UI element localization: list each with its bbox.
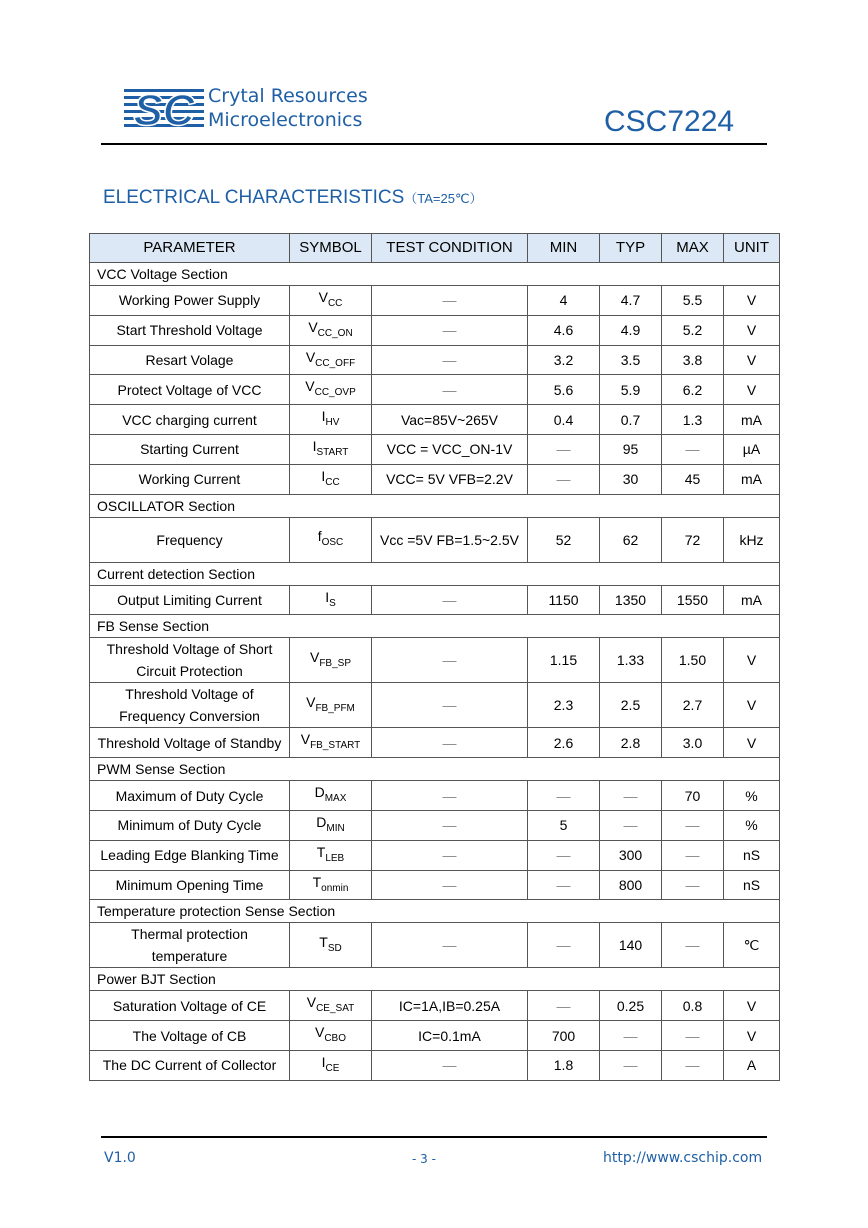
test-condition-cell: — [372,375,528,405]
unit-cell: % [724,810,780,840]
parameter-cell: Working Power Supply [90,286,290,316]
min-cell: 4.6 [528,315,600,345]
symbol-main: I [321,1053,326,1070]
symbol-main: T [319,933,328,950]
part-number: CSC7224 [604,105,735,138]
table-row [90,781,780,811]
min-cell: — [528,464,600,494]
test-condition-cell: — [372,638,528,683]
min-cell: 2.3 [528,683,600,728]
unit-cell: V [724,728,780,758]
symbol-main: V [309,648,320,665]
symbol-cell [290,810,372,840]
parameter-cell: Threshold Voltage of Standby [90,728,290,758]
table-row [90,405,780,435]
unit-cell: % [724,781,780,811]
symbol-cell [290,991,372,1021]
max-cell: 72 [662,517,724,562]
typ-cell: 0.25 [600,991,662,1021]
section-row [90,615,780,638]
symbol-main: D [316,813,327,830]
symbol-subscript: FB_START [310,740,361,752]
parameter-cell: Minimum of Duty Cycle [90,810,290,840]
parameter-cell: Start Threshold Voltage [90,315,290,345]
symbol-subscript: CE_SAT [316,1003,355,1015]
table-row [90,810,780,840]
section-row [90,494,780,517]
test-condition-cell: — [372,840,528,870]
company-line-2: Microelectronics [208,109,363,131]
min-cell: 52 [528,517,600,562]
section-label: VCC Voltage Section [90,263,780,286]
typ-cell: 4.7 [600,286,662,316]
symbol-subscript: OSC [321,536,344,548]
symbol-subscript: CC_ON [317,327,353,339]
table-row [90,345,780,375]
unit-cell: ℃ [724,923,780,968]
max-cell: — [662,840,724,870]
column-header: PARAMETER [90,234,290,263]
unit-cell: V [724,345,780,375]
parameter-cell: Resart Volage [90,345,290,375]
section-label: PWM Sense Section [90,758,780,781]
section-label: Temperature protection Sense Section [90,900,780,923]
symbol-subscript: FB_SP [319,657,352,669]
test-condition-cell: — [372,345,528,375]
parameter-cell: Starting Current [90,434,290,464]
symbol-subscript: HV [325,416,340,428]
symbol-cell [290,870,372,900]
min-cell: 2.6 [528,728,600,758]
symbol-subscript: MIN [326,822,345,834]
symbol-subscript: SD [327,942,342,954]
unit-cell: mA [724,464,780,494]
max-cell: — [662,1050,724,1080]
min-cell: 5.6 [528,375,600,405]
unit-cell: V [724,638,780,683]
table-row [90,683,780,728]
section-row [90,562,780,585]
test-condition-cell: Vcc =5V FB=1.5~2.5V [372,517,528,562]
max-cell: 1550 [662,585,724,615]
table-row [90,991,780,1021]
symbol-subscript: CC_OVP [314,387,356,399]
symbol-cell [290,434,372,464]
typ-cell: — [600,781,662,811]
typ-cell: 30 [600,464,662,494]
symbol-main: V [314,1024,325,1041]
symbol-subscript: onmin [321,882,349,894]
min-cell: — [528,923,600,968]
max-cell: 0.8 [662,991,724,1021]
parameter-cell: Maximum of Duty Cycle [90,781,290,811]
test-condition-cell: — [372,585,528,615]
typ-cell: — [600,1021,662,1051]
min-cell: — [528,991,600,1021]
parameter-cell: The DC Current of Collector [90,1050,290,1080]
typ-cell: 1350 [600,585,662,615]
min-cell: — [528,434,600,464]
footer-divider [101,1136,767,1138]
section-label: FB Sense Section [90,615,780,638]
test-condition-cell: — [372,923,528,968]
max-cell: 2.7 [662,683,724,728]
parameter-cell: VCC charging current [90,405,290,435]
company-name [208,84,368,132]
column-header: TEST CONDITION [372,234,528,263]
footer-page-number: - 3 - [412,1152,436,1166]
table-header-row [90,234,780,263]
symbol-cell [290,923,372,968]
footer-url[interactable]: http://www.cschip.com [603,1150,763,1166]
symbol-main: I [325,588,330,605]
max-cell: 6.2 [662,375,724,405]
section-row [90,968,780,991]
table-row [90,1050,780,1080]
section-title [103,186,483,211]
typ-cell: 95 [600,434,662,464]
symbol-main: V [318,289,328,305]
column-header: SYMBOL [290,234,372,263]
table-row [90,840,780,870]
test-condition-cell: Vac=85V~265V [372,405,528,435]
min-cell: — [528,870,600,900]
unit-cell: A [724,1050,780,1080]
test-condition-cell: — [372,315,528,345]
symbol-main: T [316,843,326,860]
logo-text: SC [133,86,195,131]
typ-cell: 2.8 [600,728,662,758]
min-cell: 4 [528,286,600,316]
parameter-cell: Saturation Voltage of CE [90,991,290,1021]
max-cell: 5.5 [662,286,724,316]
test-condition-cell: IC=0.1mA [372,1021,528,1051]
company-logo [124,85,204,136]
symbol-cell [290,1050,372,1080]
symbol-main: V [306,693,316,710]
company-line-1: Crytal Resources [208,85,368,107]
symbol-main: T [312,873,322,890]
parameter-cell: Threshold Voltage of Short Circuit Protection [90,638,290,683]
symbol-main: D [314,784,325,801]
unit-cell: V [724,286,780,316]
max-cell: 3.8 [662,345,724,375]
symbol-main: V [306,994,317,1011]
unit-cell: V [724,1021,780,1051]
symbol-subscript: S [329,597,336,609]
parameter-cell: Leading Edge Blanking Time [90,840,290,870]
unit-cell: V [724,683,780,728]
table-body [90,263,780,1081]
typ-cell: 4.9 [600,315,662,345]
symbol-main: V [305,348,316,365]
section-label: Current detection Section [90,562,780,585]
unit-cell: kHz [724,517,780,562]
table-row [90,517,780,562]
column-header: TYP [600,234,662,263]
min-cell: 1150 [528,585,600,615]
parameter-cell: Output Limiting Current [90,585,290,615]
table-row [90,923,780,968]
typ-cell: 140 [600,923,662,968]
parameter-cell: Minimum Opening Time [90,870,290,900]
parameter-cell: Protect Voltage of VCC [90,375,290,405]
symbol-cell [290,683,372,728]
max-cell: 1.3 [662,405,724,435]
section-label: Power BJT Section [90,968,780,991]
test-condition-cell: — [372,683,528,728]
min-cell: — [528,840,600,870]
min-cell: 0.4 [528,405,600,435]
table-row [90,728,780,758]
symbol-cell [290,585,372,615]
footer-version: V1.0 [104,1150,136,1166]
unit-cell: nS [724,870,780,900]
max-cell: 45 [662,464,724,494]
unit-cell: mA [724,585,780,615]
parameter-cell: Thermal protection temperature [90,923,290,968]
unit-cell: V [724,375,780,405]
symbol-cell [290,405,372,435]
symbol-main: V [300,731,311,748]
section-label: OSCILLATOR Section [90,494,780,517]
symbol-cell [290,375,372,405]
parameter-cell: The Voltage of CB [90,1021,290,1051]
symbol-main: f [317,528,322,545]
typ-cell: 3.5 [600,345,662,375]
section-title-text: ELECTRICAL CHARACTERISTICS [103,187,405,208]
typ-cell: 300 [600,840,662,870]
min-cell: — [528,781,600,811]
symbol-subscript: CBO [324,1032,346,1044]
test-condition-cell: VCC= 5V VFB=2.2V [372,464,528,494]
symbol-cell [290,781,372,811]
max-cell: — [662,870,724,900]
test-condition-cell: — [372,870,528,900]
min-cell: 3.2 [528,345,600,375]
test-condition-cell: — [372,728,528,758]
test-condition-cell: IC=1A,IB=0.25A [372,991,528,1021]
typ-cell: 800 [600,870,662,900]
parameter-cell: Frequency [90,517,290,562]
symbol-subscript: CC [327,297,343,309]
parameter-cell: Working Current [90,464,290,494]
max-cell: — [662,1021,724,1051]
table-row [90,464,780,494]
typ-cell: 0.7 [600,405,662,435]
min-cell: 5 [528,810,600,840]
unit-cell: µA [724,434,780,464]
symbol-main: I [321,408,326,425]
section-row [90,263,780,286]
typ-cell: — [600,810,662,840]
test-condition-cell: — [372,286,528,316]
symbol-subscript: CC_OFF [315,357,356,369]
test-condition-cell: VCC = VCC_ON-1V [372,434,528,464]
max-cell: 1.50 [662,638,724,683]
unit-cell: nS [724,840,780,870]
symbol-cell [290,840,372,870]
symbol-main: V [305,378,315,395]
unit-cell: V [724,315,780,345]
symbol-subscript: CE [325,1062,340,1074]
table-row [90,286,780,316]
symbol-cell [290,286,372,316]
max-cell: 5.2 [662,315,724,345]
symbol-cell [290,464,372,494]
column-header: MAX [662,234,724,263]
max-cell: — [662,434,724,464]
symbol-subscript: FB_PFM [315,702,355,714]
test-condition-cell: — [372,1050,528,1080]
symbol-cell [290,517,372,562]
symbol-cell [290,1021,372,1051]
table-row [90,1021,780,1051]
electrical-characteristics-table [89,233,780,1081]
table-row [90,585,780,615]
table-row [90,375,780,405]
min-cell: 700 [528,1021,600,1051]
table-row [90,434,780,464]
column-header: UNIT [724,234,780,263]
symbol-subscript: CC [325,476,340,488]
table-row [90,638,780,683]
symbol-subscript: LEB [325,852,345,864]
symbol-cell [290,315,372,345]
section-row [90,758,780,781]
typ-cell: 5.9 [600,375,662,405]
test-condition-cell: — [372,781,528,811]
unit-cell: mA [724,405,780,435]
unit-cell: V [724,991,780,1021]
table-row [90,870,780,900]
symbol-main: V [308,318,318,335]
typ-cell: 62 [600,517,662,562]
min-cell: 1.15 [528,638,600,683]
symbol-cell [290,345,372,375]
typ-cell: 2.5 [600,683,662,728]
section-row [90,900,780,923]
typ-cell: — [600,1050,662,1080]
parameter-cell: Threshold Voltage of Frequency Conversion [90,683,290,728]
max-cell: 3.0 [662,728,724,758]
section-condition: （TA=25℃） [404,191,483,206]
max-cell: — [662,923,724,968]
max-cell: 70 [662,781,724,811]
symbol-main: I [321,467,326,484]
test-condition-cell: — [372,810,528,840]
min-cell: 1.8 [528,1050,600,1080]
symbol-cell [290,728,372,758]
typ-cell: 1.33 [600,638,662,683]
symbol-cell [290,638,372,683]
symbol-subscript: MAX [324,792,347,804]
symbol-main: I [312,437,317,454]
max-cell: — [662,810,724,840]
table-row [90,315,780,345]
symbol-subscript: START [316,446,349,458]
header-divider [101,143,767,145]
column-header: MIN [528,234,600,263]
